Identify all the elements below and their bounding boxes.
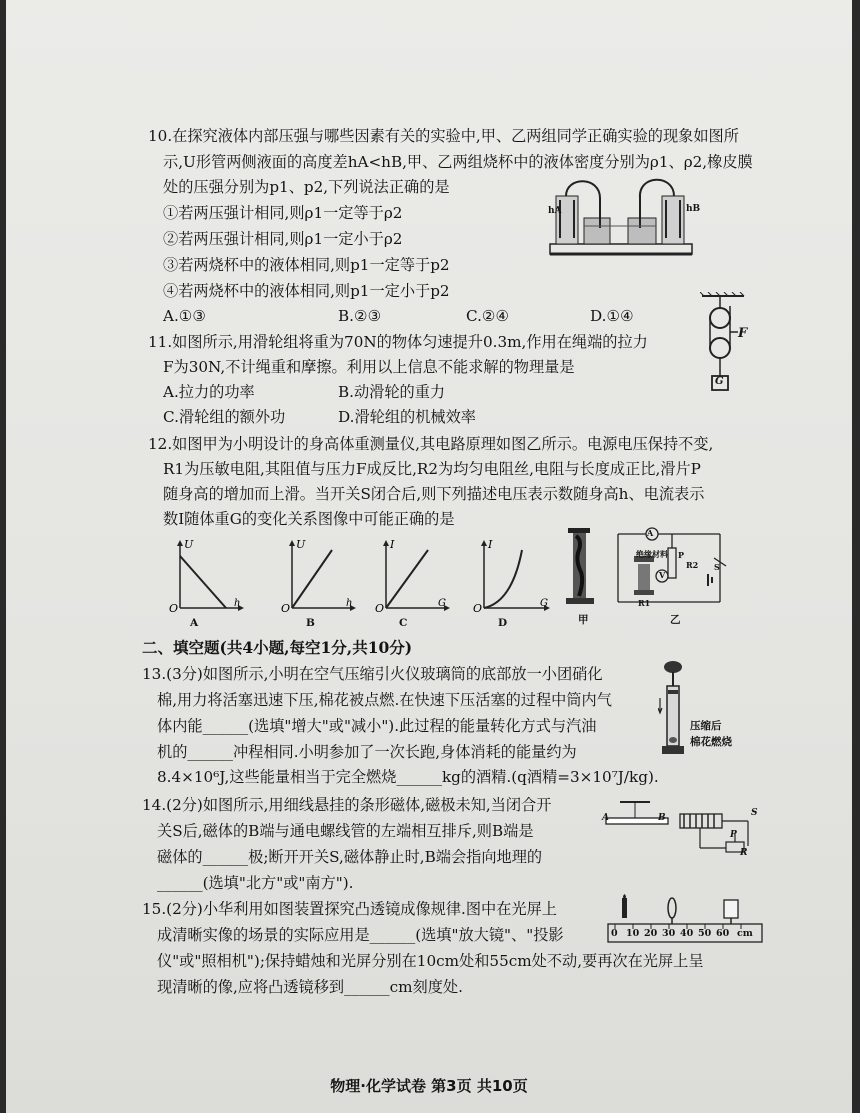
q14-line-4: ______(选填"北方"或"南方").: [157, 874, 354, 892]
q13-line-1: 13.(3分)如图所示,小明在空气压缩引火仪玻璃筒的底部放一小团硝化: [142, 665, 603, 683]
q11-line-2: F为30N,不计绳重和摩擦。利用以上信息不能求解的物理量是: [163, 358, 575, 376]
q10-stmt-3: ③若两烧杯中的液体相同,则p1一定等于p2: [163, 256, 450, 274]
q14-a-label: A: [602, 813, 609, 823]
q15-line-1: 15.(2分)小华利用如图装置探究凸透镜成像规律.图中在光屏上: [142, 900, 557, 918]
q10-line-2: 示,U形管两侧液面的高度差hA<hB,甲、乙两组烧杯中的液体密度分别为ρ1、ρ2,橡皮膜: [163, 153, 753, 171]
q15-line-4: 现清晰的像,应将凸透镜移到______cm刻度处.: [157, 978, 463, 996]
q12-line-1: 12.如图甲为小明设计的身高体重测量仪,其电路原理如图乙所示。电源电压保持不变,: [148, 435, 714, 453]
q15-tick-10: 10: [626, 928, 640, 939]
q13-caption-2: 棉花燃烧: [690, 736, 732, 748]
q15-tick-0: 0: [611, 928, 618, 939]
q12-switch-label: S: [714, 562, 720, 572]
q12-voltmeter-label: V: [659, 570, 666, 580]
q13-line-5: 8.4×10⁶J,这些能量相当于完全燃烧______kg的酒精.(q酒精=3×10⁷J/kg).: [157, 768, 659, 786]
exam-page: [6, 0, 852, 1113]
q12-line-3: 随身高的增加而上滑。当开关S闭合后,则下列描述电压表示数随身高h、电流表示: [163, 485, 705, 503]
q12-graph-c: [372, 536, 452, 614]
q12-graph-a: [166, 536, 246, 614]
q10-option-b: B.②③: [338, 307, 382, 325]
q12-r1-label: R1: [638, 598, 651, 608]
q13-fire-syringe-figure: [658, 660, 688, 760]
q15-tick-unit: cm: [737, 928, 753, 939]
q12-graph-b-y-label: U: [296, 538, 306, 551]
q12-line-4: 数I随体重G的变化关系图像中可能正确的是: [163, 510, 455, 528]
q12-ammeter-label: A: [647, 528, 654, 538]
q14-p-label: P: [730, 830, 737, 840]
q14-line-3: 磁体的______极;断开开关S,磁体静止时,B端会指向地理的: [157, 848, 543, 866]
q12-graph-b-x-label: h: [346, 598, 353, 609]
q12-slider-label: P: [678, 550, 685, 560]
q14-r-label: R: [740, 848, 748, 858]
q15-tick-30: 30: [662, 928, 676, 939]
q12-graph-c-caption: C: [399, 617, 408, 629]
q12-graph-a-origin: O: [169, 602, 179, 614]
q10-line-1: 10.在探究液体内部压强与哪些因素有关的实验中,甲、乙两组同学正确实验的现象如图所: [148, 127, 739, 145]
q10-line-3: 处的压强分别为p1、p2,下列说法正确的是: [163, 178, 450, 196]
q10-stmt-2: ②若两压强计相同,则ρ1一定小于ρ2: [163, 230, 403, 248]
q14-line-2: 关S后,磁体的B端与通电螺线管的左端相互排斥,则B端是: [157, 822, 534, 840]
q12-graph-a-y-label: U: [184, 538, 194, 551]
q15-tick-20: 20: [644, 928, 658, 939]
q11-option-a: A.拉力的功率: [163, 383, 255, 401]
q13-caption-1: 压缩后: [690, 720, 722, 732]
q15-tick-50: 50: [698, 928, 712, 939]
q10-stmt-1: ①若两压强计相同,则ρ1一定等于ρ2: [163, 204, 403, 222]
q15-tick-40: 40: [680, 928, 694, 939]
q12-graph-d-origin: O: [473, 602, 483, 614]
q11-f-label: F: [738, 326, 748, 341]
q12-graph-d-caption: D: [498, 617, 508, 629]
q12-graph-a-x-label: h: [234, 598, 241, 609]
q13-line-3: 体内能______(选填"增大"或"减小").此过程的能量转化方式与汽油: [157, 717, 597, 735]
q12-insulation-label: 绝缘材料: [636, 549, 668, 559]
q12-r2-label: R2: [686, 560, 699, 570]
q11-option-d: D.滑轮组的机械效率: [338, 408, 476, 426]
q10-hb-label: hB: [686, 204, 701, 214]
q15-ruler-scale: [611, 928, 763, 942]
q13-line-2: 棉,用力将活塞迅速下压,棉花被点燃.在快速下压活塞的过程中筒内气: [157, 691, 612, 709]
q10-pressure-gauge-figure: [546, 170, 696, 262]
page-footer: 物理·化学试卷 第3页 共10页: [330, 1077, 528, 1095]
q11-option-b: B.动滑轮的重力: [338, 383, 446, 401]
q15-line-3: 仪"或"照相机");保持蜡烛和光屏分别在10cm处和55cm处不动,要再次在光屏上呈: [157, 952, 704, 970]
q10-option-d: D.①④: [590, 307, 634, 325]
q10-option-a: A.①③: [163, 307, 207, 325]
q12-figure-jia-meter: [564, 524, 598, 610]
q12-graph-d-x-label: G: [540, 598, 548, 609]
q12-fig-jia-caption: 甲: [578, 614, 589, 626]
q10-option-c: C.②④: [466, 307, 510, 325]
q12-graph-c-y-label: I: [390, 538, 395, 551]
q12-fig-yi-caption: 乙: [670, 614, 681, 626]
q12-graph-b-caption: B: [306, 617, 315, 629]
q12-graph-d: [470, 536, 554, 614]
q14-b-label: B: [658, 813, 666, 823]
q10-stmt-4: ④若两烧杯中的液体相同,则p1一定小于p2: [163, 282, 450, 300]
q15-line-2: 成清晰实像的场景的实际应用是______(选填"放大镜"、"投影: [157, 926, 564, 944]
q10-ha-label: hA: [548, 206, 562, 216]
q14-s-label: S: [751, 808, 758, 818]
section-2-title: 二、填空题(共4小题,每空1分,共10分): [142, 638, 413, 657]
q14-line-1: 14.(2分)如图所示,用细线悬挂的条形磁体,磁极未知,当闭合开: [142, 796, 552, 814]
q12-graph-b-origin: O: [281, 602, 291, 614]
q12-graph-a-caption: A: [190, 617, 199, 629]
q11-option-c: C.滑轮组的额外功: [163, 408, 286, 426]
q12-graph-d-y-label: I: [488, 538, 493, 551]
q11-g-label: G: [715, 376, 724, 387]
q12-graph-c-origin: O: [375, 602, 385, 614]
q15-tick-60: 60: [716, 928, 730, 939]
q12-line-2: R1为压敏电阻,其阻值与压力F成反比,R2为均匀电阻丝,电阻与长度成正比,滑片P: [163, 460, 701, 478]
q12-graph-b: [278, 536, 358, 614]
q11-line-1: 11.如图所示,用滑轮组将重为70N的物体匀速提升0.3m,作用在绳端的拉力: [148, 333, 648, 351]
q13-line-4: 机的______冲程相同.小明参加了一次长跑,身体消耗的能量约为: [157, 743, 577, 761]
q12-graph-c-x-label: G: [438, 598, 446, 609]
